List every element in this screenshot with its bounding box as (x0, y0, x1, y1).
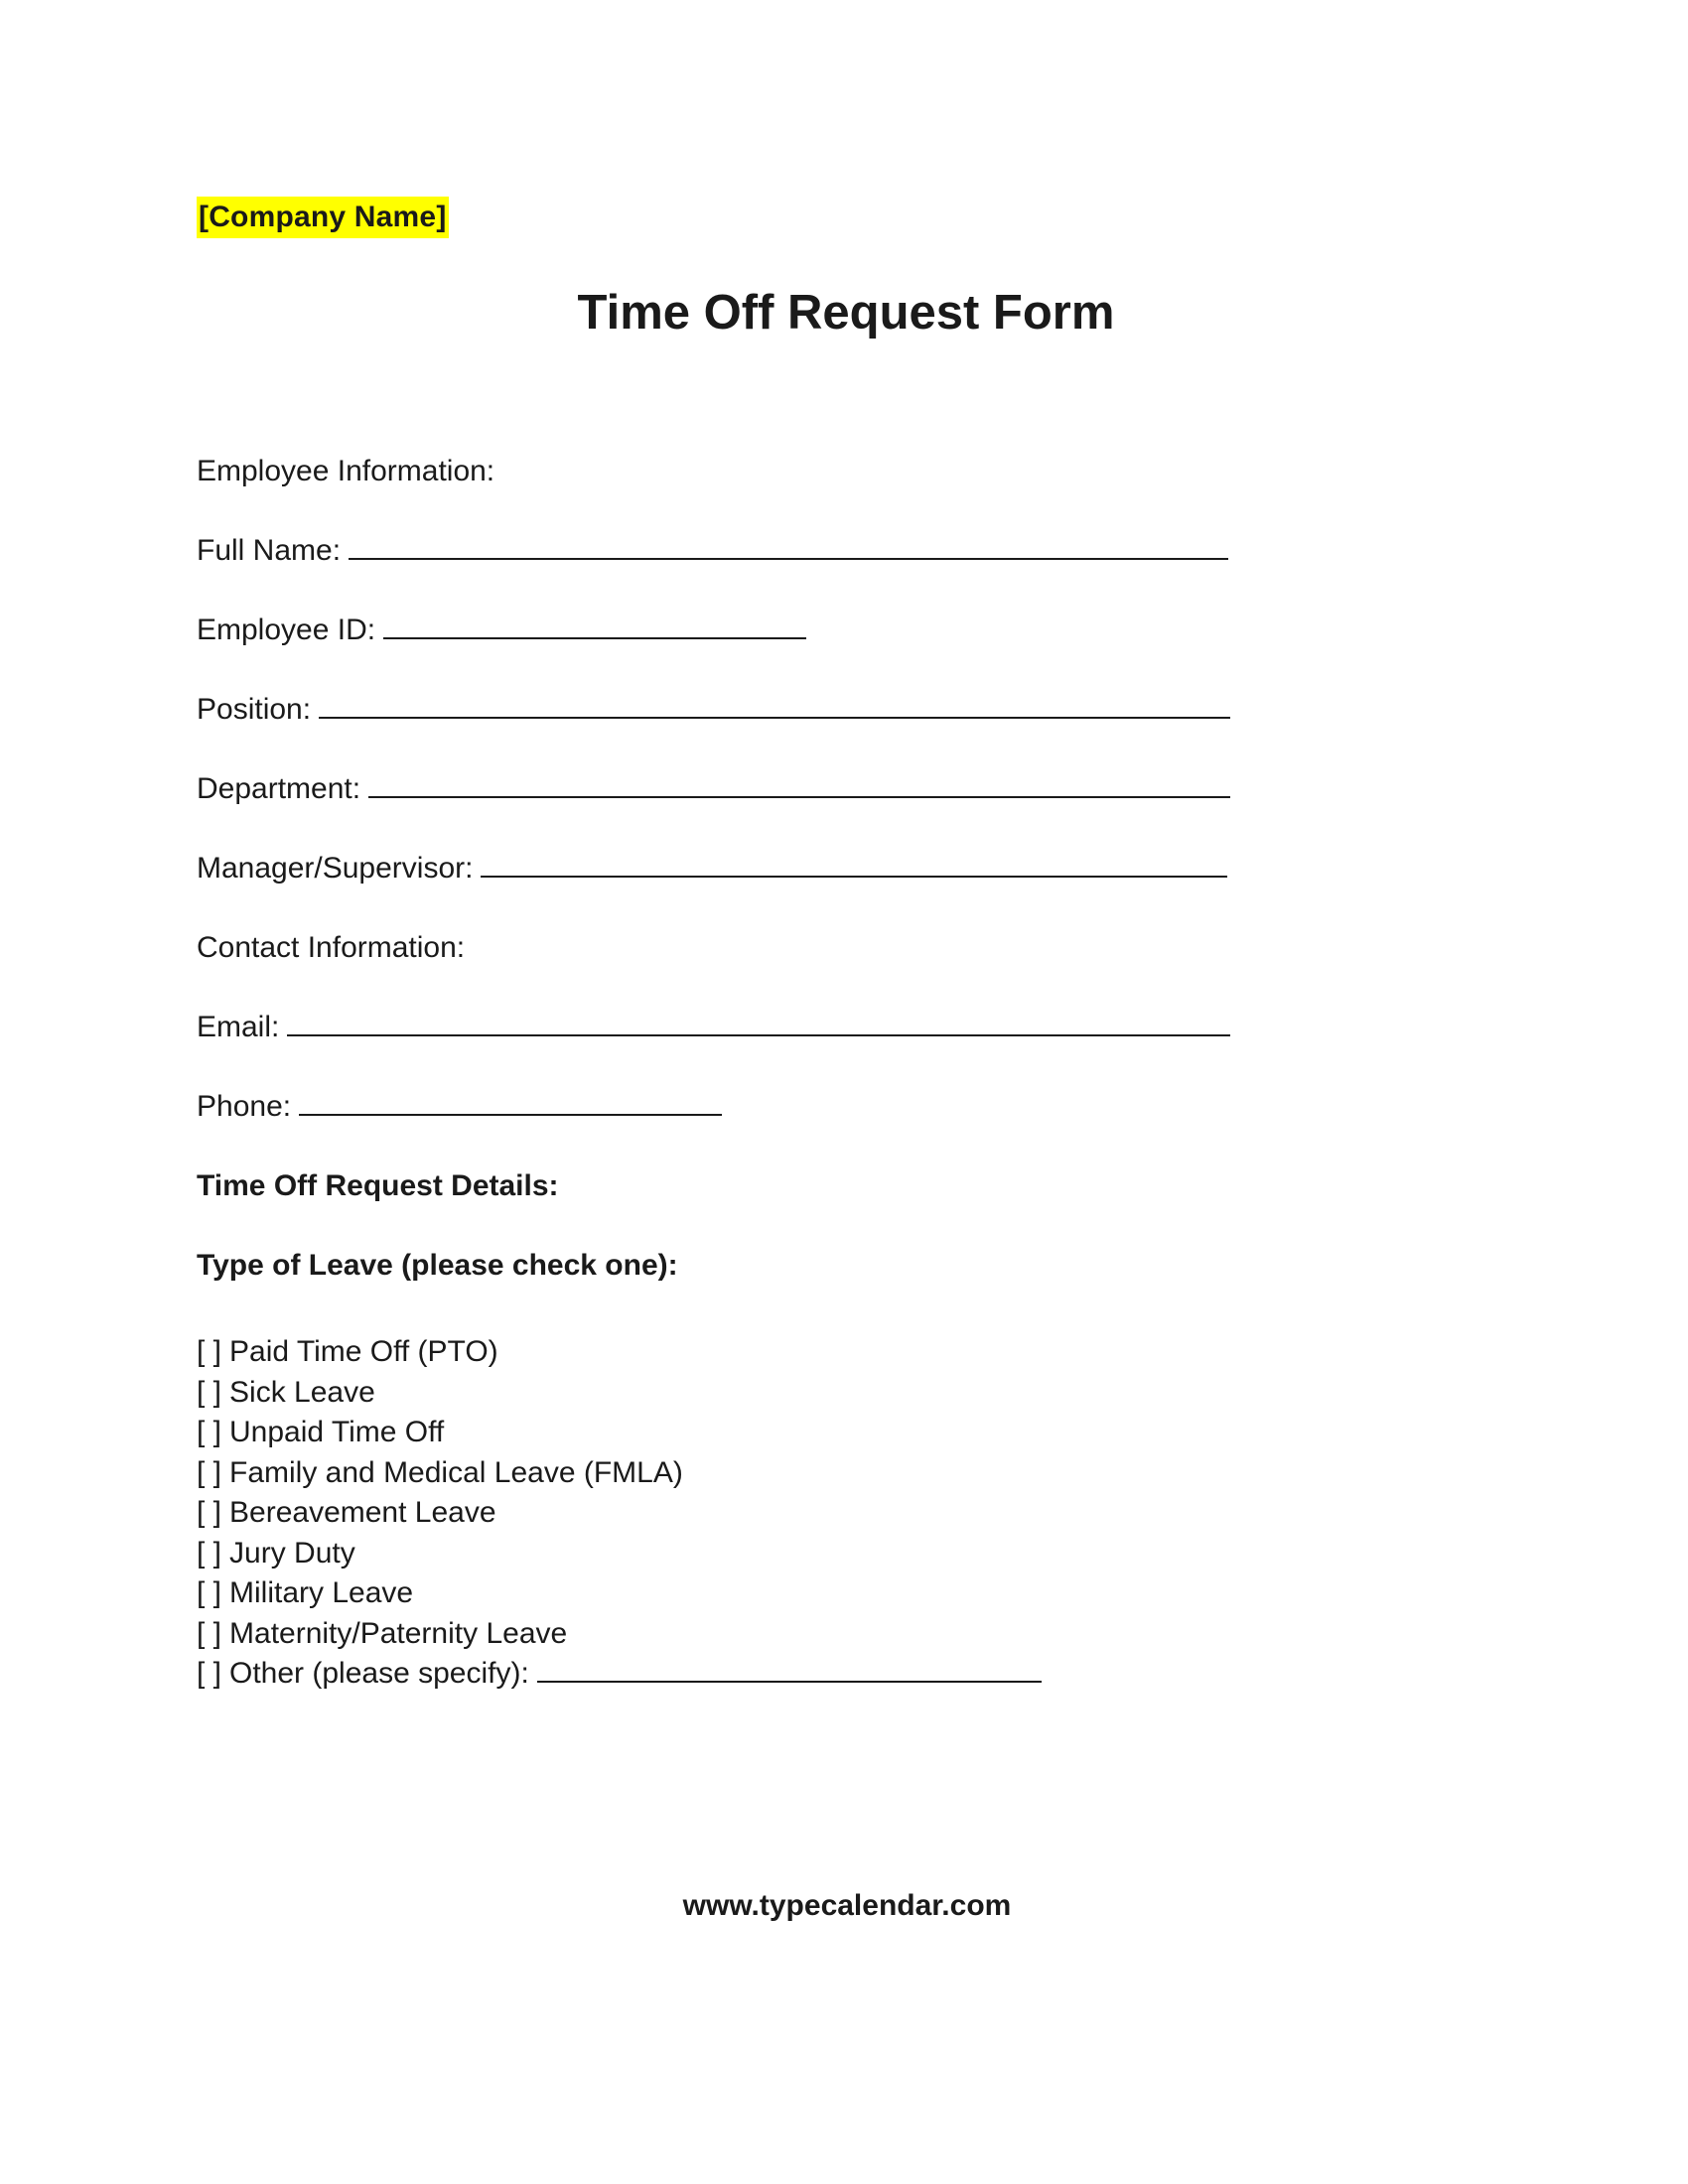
leave-option-military[interactable] (197, 1573, 1042, 1614)
position-label: Position: (197, 693, 312, 726)
employee-info-heading: Employee Information: (197, 455, 495, 487)
phone-label: Phone: (197, 1090, 292, 1123)
checkbox-icon[interactable]: [ ] (197, 1455, 222, 1489)
leave-option-label: Military Leave (229, 1576, 414, 1609)
leave-option-fmla[interactable] (197, 1453, 1042, 1494)
checkbox-icon[interactable]: [ ] (197, 1576, 222, 1609)
checkbox-icon[interactable]: [ ] (197, 1496, 222, 1529)
email-field[interactable] (197, 1008, 1230, 1047)
leave-option-label: Unpaid Time Off (229, 1416, 445, 1448)
email-label: Email: (197, 1011, 280, 1043)
phone-field[interactable] (197, 1087, 722, 1127)
form-title: Time Off Request Form (577, 286, 1115, 340)
email-blank-line[interactable] (287, 1034, 1230, 1036)
contact-info-heading: Contact Information: (197, 931, 466, 964)
leave-type-heading: Type of Leave (please check one): (197, 1249, 678, 1282)
leave-type-checklist (197, 1332, 1042, 1695)
leave-option-label: Family and Medical Leave (FMLA) (229, 1455, 683, 1489)
position-blank-line[interactable] (319, 717, 1230, 719)
phone-blank-line[interactable] (299, 1114, 722, 1116)
employee-id-label: Employee ID: (197, 614, 376, 646)
leave-option-label: Jury Duty (229, 1536, 355, 1570)
leave-option-sick[interactable] (197, 1373, 1042, 1414)
checkbox-icon[interactable]: [ ] (197, 1375, 222, 1409)
employee-id-field[interactable] (197, 611, 806, 650)
checkbox-icon[interactable]: [ ] (197, 1536, 222, 1570)
leave-option-label: Other (please specify): (229, 1657, 529, 1690)
checkbox-icon[interactable]: [ ] (197, 1335, 222, 1368)
leave-option-label: Maternity/Paternity Leave (229, 1616, 568, 1650)
checkbox-icon[interactable]: [ ] (197, 1416, 222, 1448)
full-name-blank-line[interactable] (349, 558, 1228, 560)
leave-option-other[interactable] (197, 1654, 1042, 1695)
full-name-field[interactable] (197, 531, 1228, 571)
checkbox-icon[interactable]: [ ] (197, 1616, 222, 1650)
request-details-heading: Time Off Request Details: (197, 1169, 559, 1202)
department-field[interactable] (197, 769, 1230, 809)
leave-option-label: Paid Time Off (PTO) (229, 1335, 498, 1368)
checkbox-icon[interactable]: [ ] (197, 1657, 222, 1690)
position-field[interactable] (197, 690, 1230, 730)
company-name-placeholder: [Company Name] (197, 197, 449, 238)
manager-label: Manager/Supervisor: (197, 852, 474, 885)
leave-option-pto[interactable] (197, 1332, 1042, 1373)
manager-blank-line[interactable] (481, 876, 1227, 878)
leave-option-parental[interactable] (197, 1614, 1042, 1655)
leave-option-jury-duty[interactable] (197, 1534, 1042, 1574)
full-name-label: Full Name: (197, 534, 342, 567)
department-blank-line[interactable] (368, 796, 1230, 798)
employee-id-blank-line[interactable] (383, 637, 806, 639)
manager-field[interactable] (197, 849, 1227, 888)
leave-option-label: Bereavement Leave (229, 1496, 496, 1529)
department-label: Department: (197, 772, 361, 805)
leave-option-unpaid[interactable] (197, 1413, 1042, 1453)
leave-option-bereavement[interactable] (197, 1493, 1042, 1534)
other-specify-blank-line[interactable] (537, 1681, 1042, 1683)
footer-website-url[interactable]: www.typecalendar.com (682, 1889, 1012, 1922)
leave-option-label: Sick Leave (229, 1375, 375, 1409)
